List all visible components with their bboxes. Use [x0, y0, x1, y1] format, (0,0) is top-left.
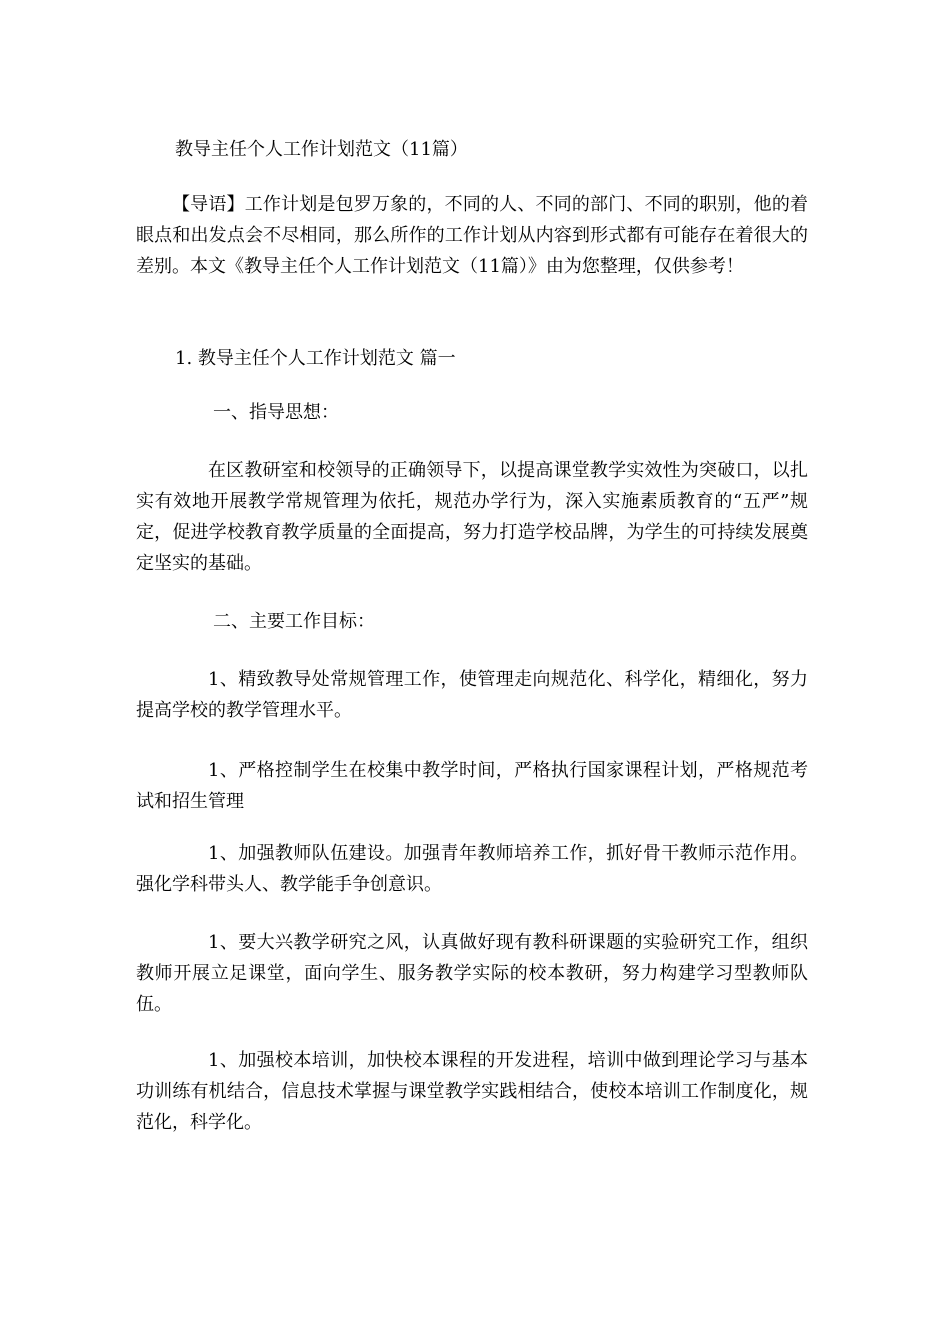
goal-item: 1、加强校本培训，加快校本课程的开发进程，培训中做到理论学习与基本功训练有机结合，信息技术掌握与课堂教学实践相结合，使校本培训工作制度化，规范化，科学化。	[136, 1050, 808, 1133]
intro-paragraph: 【导语】工作计划是包罗万象的，不同的人、不同的部门、不同的职别，他的着眼点和出发点会不尽相同，那么所作的工作计划从内容到形式都有可能存在着很大的差别。本文《教导主任个人工作计划范文（11篇）》由为您整理，仅供参考！	[136, 194, 808, 277]
guiding-paragraph: 在区教研室和校领导的正确领导下，以提高课堂教学实效性为突破口，以扎实有效地开展教学常规管理为依托，规范办学行为，深入实施素质教育的“五严”规定，促进学校教育教学质量的全面提高，努力打造学校品牌，为学生的可持续发展奠定坚实的基础。	[136, 460, 808, 574]
document-title: 教导主任个人工作计划范文（11篇）	[175, 139, 468, 160]
goal-item: 1、要大兴教学研究之风，认真做好现有教科研课题的实验研究工作，组织教师开展立足课堂，面向学生、服务教学实际的校本教研，努力构建学习型教师队伍。	[136, 932, 808, 1015]
section-heading: 1. 教导主任个人工作计划范文 篇一	[175, 348, 456, 369]
goal-item: 1、加强教师队伍建设。加强青年教师培养工作，抓好骨干教师示范作用。强化学科带头人、教学能手争创意识。	[136, 843, 808, 895]
guiding-heading: 一、指导思想：	[213, 402, 339, 423]
goal-item: 1、严格控制学生在校集中教学时间，严格执行国家课程计划，严格规范考试和招生管理	[136, 760, 808, 812]
goal-item: 1、精致教导处常规管理工作，使管理走向规范化、科学化，精细化，努力提高学校的教学管理水平。	[136, 669, 808, 721]
goals-heading: 二、主要工作目标：	[213, 611, 375, 632]
